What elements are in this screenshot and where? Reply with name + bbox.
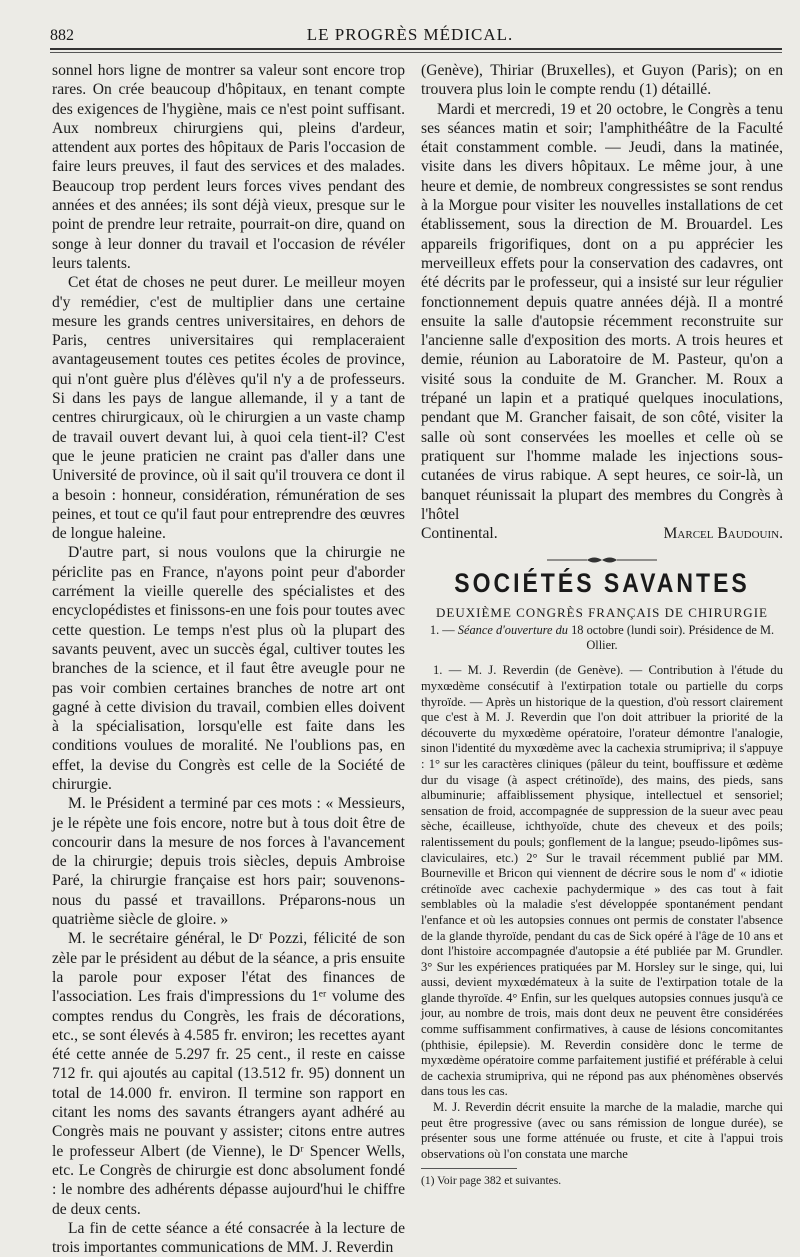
ornament-svg: [547, 555, 657, 565]
communication-paragraph: 1. — M. J. Reverdin (de Genève). — Contribution à l'étude du myxœdème consécutif à l'extirpation totale ou partielle du corps thyroïde. — Après un historique de la question, d'où ressort clairement que c'est à M. J. Reverdin que l'on doit attribuer la priorité de la découverte du myxœdème opératoire, l'orateur démontre l'analogie, sinon l'identité du myxœdème avec la cachexia strumipriva; il s'appuye : 1° sur les caractères cliniques (pâleur du teint, bouffissure et œdème dur du visage (à aspect crétinoïde), des mains, des pieds, sans albuminurie; affaiblissement physique, intellectuel et sensoriel; sensation de froid, accompagnée de suppression de la sueur avec peau sèche, écailleuse, ichthyoïde, chute des cheveux et des poils; ralentissement du pouls; gonflement de la langue; pseudo-lipômes sus-claviculaires, etc.) 2° Sur le travail récemment publié par MM. Bourneville et Bricon qui viennent de décrire sous le nom d' « idiotie crétinoïde avec cachexie pachydermique » des cas tout à fait semblables où la maladie s'est développée spontanément pendant l'enfance et où les autopsies connues ont permis de constater l'absence de la glande thyroïde, pendant du cas de Sick opéré à l'âge de 10 ans et dont l'histoire accompagnée d'autopsie a été publiée par M. Grundler. 3° Sur les expériences pratiquées par M. Horsley sur le singe, qui, lui aussi, devient myxœdémateux à la suite de l'extirpation totale de la glande thyroïde. 4° Enfin, sur les quelques autopsies connues jusqu'à ce jour, au nombre de trois, mais dont deux ne peuvent être considérées comme suffisamment confirmatives, à cause de lésions concomitantes (phthisie, épilepsie). M. Reverdin considère donc le terme de myxœdème opératoire comme parfaitement justifié et préférable à celui de cachexia strumipriva, qui ne répond pas aux phénomènes observés dans tous les cas.: [421, 663, 783, 1099]
author-signature: Marcel Baudouin.: [663, 525, 783, 543]
signature-left: Continental.: [421, 525, 498, 543]
right-column: [421, 61, 783, 1188]
signature-line: [421, 524, 783, 543]
page-header: [50, 24, 770, 48]
session-details: 18 octobre (lundi soir). Présidence de M. Ollier.: [568, 623, 775, 653]
paragraph: Cet état de choses ne peut durer. Le meilleur moyen d'y remédier, c'est de multiplier dans une certaine mesure les grands centres universitaires, en dehors de Paris, centres universitaires qui remplaceraient avantageusement toutes ces petites écoles de province, qui n'ont guère plus d'élèves qu'il n'y a de professeurs. Si dans les pays de langue allemande, il y a tant de centres chirurgicaux, où le chirurgien a un vaste champ de travail ouvert devant lui, à quoi cela tient-il? C'est que le jeune praticien ne craint pas d'aller dans une Université de province, où il sait qu'il trouvera ce dont il a besoin : honneur, considération, rémunération de ses peines, et tout ce qu'il faut pour entreprendre des œuvres de longue haleine.: [52, 274, 405, 543]
paragraph: (Genève), Thiriar (Bruxelles), et Guyon (Paris); on en trouvera plus loin le compte rendu (1) détaillé.: [421, 62, 783, 99]
paragraph: M. le Président a terminé par ces mots : « Messieurs, je le répète une fois encore, notre but à tous doit être de concourir dans la mesure de nos forces à l'avancement de la chirurgie; depuis trois siècles, depuis Ambroise Paré, la chirurgie française est hors pair; souvenons-nous du passé et travaillons. Préparons-nous un quatrième siècle de gloire. »: [52, 795, 405, 929]
footnote-rule: [421, 1168, 517, 1169]
ornament-divider-icon: [421, 552, 783, 562]
paragraph: D'autre part, si nous voulons que la chirurgie ne périclite pas en France, n'ayons point peur d'aborder carrément la vieille querelle des spécialistes et des encyclopédistes et finissons-en une fois pour toutes avec cette question. Le temps n'est plus où la plupart des savants peuvent, avec un succès égal, cultiver toutes les branches de la science, et il faut être aveugle pour ne pas voir combien certaines branches de notre art ont gagné à cette division du travail, combien elles doivent à la spécialisation, lorsqu'elle est faite dans les conditions voulues de moralité. Ne l'oublions pas, en effet, la devise du Congrès est celle de la Société de chirurgie.: [52, 544, 405, 793]
left-column: [52, 61, 405, 1257]
paragraph: Mardi et mercredi, 19 et 20 octobre, le Congrès a tenu ses séances matin et soir; l'amphithéâtre de la Faculté était constamment comble. — Jeudi, dans la matinée, visite dans les divers hôpitaux. Le même jour, à une heure et demie, de nombreux congressistes se sont rendus à la Morgue pour visiter les nouvelles installations de cet établissement, sous la direction de M. Brouardel. Les appareils frigorifiques, dont on a pu apprécier les merveilleux effets pour la conservation des cadavres, ont été décrits par le professeur, qui a insisté sur leur régulier fonctionnement depuis quatre années déjà. Il a montré ensuite la salle d'autopsie récemment reconstruite sur l'ancienne salle d'exposition des morts. A trois heures et demie, réunion au Laboratoire de M. Pasteur, qu'on a visité sous la conduite de M. Grancher. M. Roux a trépané un lapin et a pratiqué quelques inoculations, pendant que M. Grancher faisait, de son côté, visiter la salle où sont conservées les moelles et celle où se pratiquent sur l'homme malade les injections sous-cutanées de virus rabique. A sept heures, ce soir-là, un banquet réunissait la plupart des membres du Congrès à l'hôtel: [421, 100, 783, 523]
paragraph: M. le secrétaire général, le Dʳ Pozzi, félicité de son zèle par le président au début de la séance, a pris ensuite la parole pour exposer l'état des finances de l'association. Les frais d'impressions du 1ᵉʳ volume des comptes rendus du Congrès, les frais de décorations, etc., se sont élevés à 4.585 fr. environ; les recettes ayant été cette année de 5.297 fr. 25 cent., il reste en caisse 712 fr. qui ajoutés au capital (13.512 fr. 95) donnent un total de 14.000 fr. environ. Il termine son rapport en citant les noms des savants étrangers ayant adhéré au Congrès mais ne pouvant y assister; citons entre autres le professeur Albert (de Vienne), le Dʳ Spencer Wells, etc. Le Congrès de chirurgie est donc absolument fondé : le nombre des adhérents dépasse aujourd'hui le chiffre de deux cents.: [52, 930, 405, 1218]
header-rule-thin: [50, 52, 782, 53]
communication-block: [421, 663, 783, 1162]
page-number: 882: [50, 27, 74, 44]
paragraph: sonnel hors ligne de montrer sa valeur sont encore trop rares. On crée beaucoup d'hôpitaux, en tenant compte des exigences de l'hygiène, mais ce n'est point suffisant. Aux nombreux chirurgiens qui, pleins d'ardeur, attendent aux portes des hôpitaux de Paris l'occasion de faire leurs preuves, il faut des services et des malades. Beaucoup trop perdent leurs forces vives pendant des années et des années; ils sont déjà vieux, presque sur le point de prendre leur retraite, pourrait-on dire, quand on songe à leur donner du travail et l'occasion de révéler leurs talents.: [52, 62, 405, 272]
section-title: SOCIÉTÉS SAVANTES: [454, 568, 750, 599]
paragraph: La fin de cette séance a été consacrée à la lecture de trois importantes communications de MM. J. Reverdin: [52, 1219, 405, 1257]
session-italic: Séance d'ouverture du: [457, 623, 568, 638]
footnote: (1) Voir page 382 et suivantes.: [421, 1175, 562, 1188]
journal-title: LE PROGRÈS MÉDICAL.: [306, 25, 514, 44]
session-heading: [421, 623, 783, 653]
communication-paragraph: M. J. Reverdin décrit ensuite la marche de la maladie, marche qui peut être progressive (avec ou sans rémission de longue durée), se présenter sous une forme atténuée ou fruste, et cite à l'appui trois observations où l'on constata une marche: [421, 1100, 783, 1161]
session-number: 1. —: [429, 623, 458, 638]
congress-title: DEUXIÈME CONGRÈS FRANÇAIS DE CHIRURGIE: [436, 605, 768, 621]
header-rule: [50, 48, 782, 50]
